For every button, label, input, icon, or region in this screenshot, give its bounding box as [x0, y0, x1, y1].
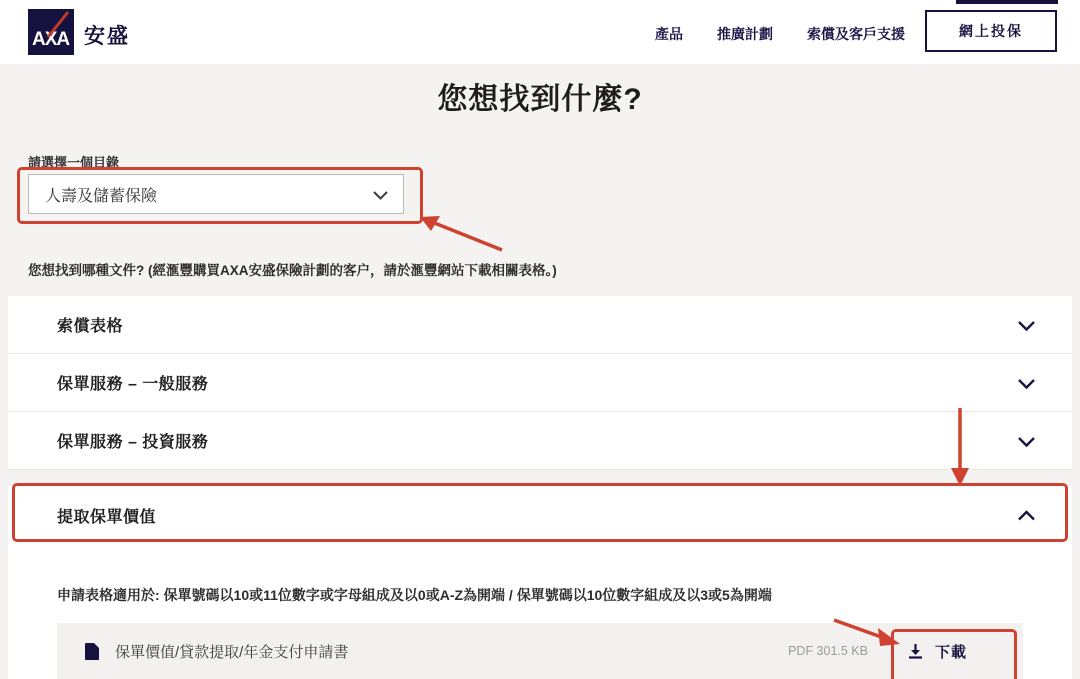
nav-item-promotions[interactable]: 推廣計劃 — [717, 26, 773, 42]
expanded-panel — [8, 541, 1072, 679]
chevron-down-icon — [1017, 436, 1036, 448]
document-type-question: 您想找到哪種文件? (經滙豐購買AXA安盛保險計劃的客户，請於滙豐網站下載相關表格。) — [28, 263, 557, 278]
svg-text:AXA: AXA — [32, 29, 70, 50]
top-edge-fragment — [956, 0, 1058, 4]
file-size-badge: PDF 301.5 KB — [788, 644, 868, 658]
category-select[interactable] — [28, 174, 404, 214]
download-label: 下載 — [934, 643, 967, 661]
main-nav — [655, 24, 905, 44]
chevron-down-icon — [1017, 320, 1036, 332]
download-button[interactable] — [908, 641, 967, 662]
download-icon — [908, 643, 923, 659]
nav-item-products[interactable]: 產品 — [655, 26, 683, 42]
category-selected-value: 人壽及儲蓄保險 — [45, 187, 158, 205]
axa-logo[interactable] — [28, 9, 74, 55]
chevron-up-icon — [1017, 510, 1036, 522]
eligibility-note: 申請表格適用於: 保單號碼以10或11位數字或字母組成及以0或A-Z為開端 / 保單號碼以10位數字組成及以3或5為開端 — [57, 587, 772, 603]
accordion-item-label: 索償表格 — [57, 318, 124, 335]
accordion-item-withdraw-policy-value[interactable] — [8, 486, 1072, 544]
file-row — [57, 623, 1023, 679]
document-icon — [85, 643, 99, 660]
page-title: 您想找到什麼? — [437, 83, 643, 116]
main-content — [0, 64, 1080, 679]
accordion-item-policy-investment[interactable] — [8, 412, 1072, 470]
file-name: 保單價值/貸款提取/年金支付申請書 — [115, 643, 349, 661]
accordion-item-label: 保單服務 – 投資服務 — [57, 434, 209, 451]
accordion-item-label: 提取保單價值 — [57, 508, 157, 526]
chevron-down-icon — [372, 190, 389, 201]
category-select-label: 請選擇一個目錄 — [28, 155, 120, 170]
header — [0, 0, 1080, 64]
chevron-down-icon — [1017, 378, 1036, 390]
buy-online-button[interactable]: 網上投保 — [925, 10, 1057, 52]
accordion-item-label: 保單服務 – 一般服務 — [57, 376, 209, 393]
accordion — [8, 296, 1072, 470]
nav-item-claims-support[interactable]: 索償及客戶支援 — [807, 26, 905, 42]
brand-name: 安盛 — [84, 25, 130, 48]
accordion-item-policy-general[interactable] — [8, 354, 1072, 412]
accordion-item-claim-forms[interactable] — [8, 296, 1072, 354]
